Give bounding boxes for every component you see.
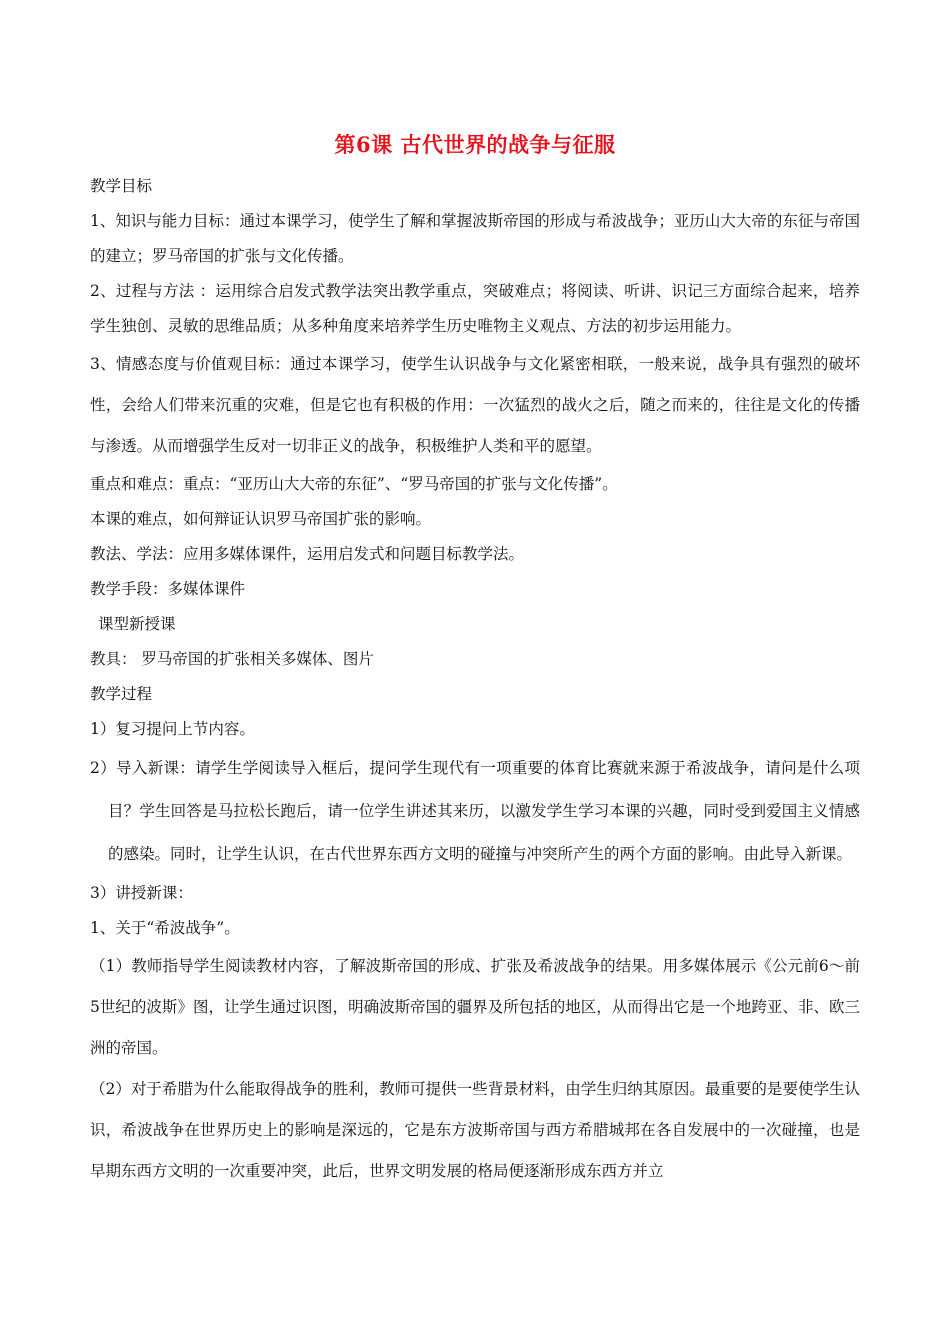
- section-heading-process: 教学过程: [90, 685, 153, 703]
- paragraph-key-points: 重点和难点：重点：“亚历山大大帝的东征”、“罗马帝国的扩张与文化传播”。: [90, 475, 618, 493]
- paragraph-subpoint-1: （1）教师指导学生阅读教材内容，了解波斯帝国的形成、扩张及希波战争的结果。用多媒体展示《公元前6～前5世纪的波斯》图，让学生通过识图，明确波斯帝国的疆界及所包括的地区，从而得出它是一个地跨亚、非、欧三洲的帝国。: [90, 957, 860, 1057]
- paragraph-step-1: 1）复习提问上节内容。: [90, 720, 255, 738]
- paragraph-step-3: 3）讲授新课：: [90, 884, 193, 902]
- lesson-title: 第6课 古代世界的战争与征服: [334, 132, 616, 157]
- paragraph-objective-3: 3、情感态度与价值观目标：通过本课学习，使学生认识战争与文化紧密相联，一般来说，战争具有强烈的破坏性，会给人们带来沉重的灾难，但是它也有积极的作用：一次猛烈的战火之后，随之而来的，往往是文化的传播与渗透。从而增强学生反对一切非正义的战争，积极维护人类和平的愿望。: [90, 355, 860, 455]
- paragraph-difficulty: 本课的难点，如何辩证认识罗马帝国扩张的影响。: [90, 510, 432, 528]
- paragraph-subpoint-2: （2）对于希腊为什么能取得战争的胜利，教师可提供一些背景材料，由学生归纳其原因。最重要的是要使学生认识，希波战争在世界历史上的影响是深远的，它是东方波斯帝国与西方希腊城邦在各自发展中的一次碰撞，也是早期东西方文明的一次重要冲突，此后，世界文明发展的格局便逐渐形成东西方并立: [90, 1080, 860, 1180]
- paragraph-step-2: 2）导入新课：请学生学阅读导入框后，提问学生现代有一项重要的体育比赛就来源于希波战争，请问是什么项目？学生回答是马拉松长跑后，请一位学生讲述其来历，以激发学生学习本课的兴趣，同时受到爱国主义情感的感染。同时，让学生认识，在古代世界东西方文明的碰撞与冲突所产生的两个方面的影响。由此导入新课。: [90, 759, 860, 863]
- paragraph-lesson-type: 课型新授课: [98, 615, 176, 633]
- paragraph-objective-1: 1、知识与能力目标：通过本课学习，使学生了解和掌握波斯帝国的形成与希波战争；亚历山大大帝的东征与帝国的建立；罗马帝国的扩张与文化传播。: [90, 212, 860, 265]
- paragraph-teaching-aids: 教具： 罗马帝国的扩张相关多媒体、图片: [90, 650, 374, 668]
- paragraph-methods: 教法、学法：应用多媒体课件，运用启发式和问题目标教学法。: [90, 545, 525, 563]
- paragraph-topic-1: 1、关于“希波战争”。: [90, 919, 240, 937]
- paragraph-objective-2: 2、过程与方法 ：运用综合启发式教学法突出教学重点，突破难点；将阅读、听讲、识记三方面综合起来，培养学生独创、灵敏的思维品质；从多种角度来培养学生历史唯物主义观点、方法的初步运用能力。: [90, 282, 860, 335]
- section-heading-objectives: 教学目标: [90, 177, 153, 195]
- paragraph-teaching-means: 教学手段：多媒体课件: [90, 580, 246, 598]
- document-body: [90, 169, 860, 1192]
